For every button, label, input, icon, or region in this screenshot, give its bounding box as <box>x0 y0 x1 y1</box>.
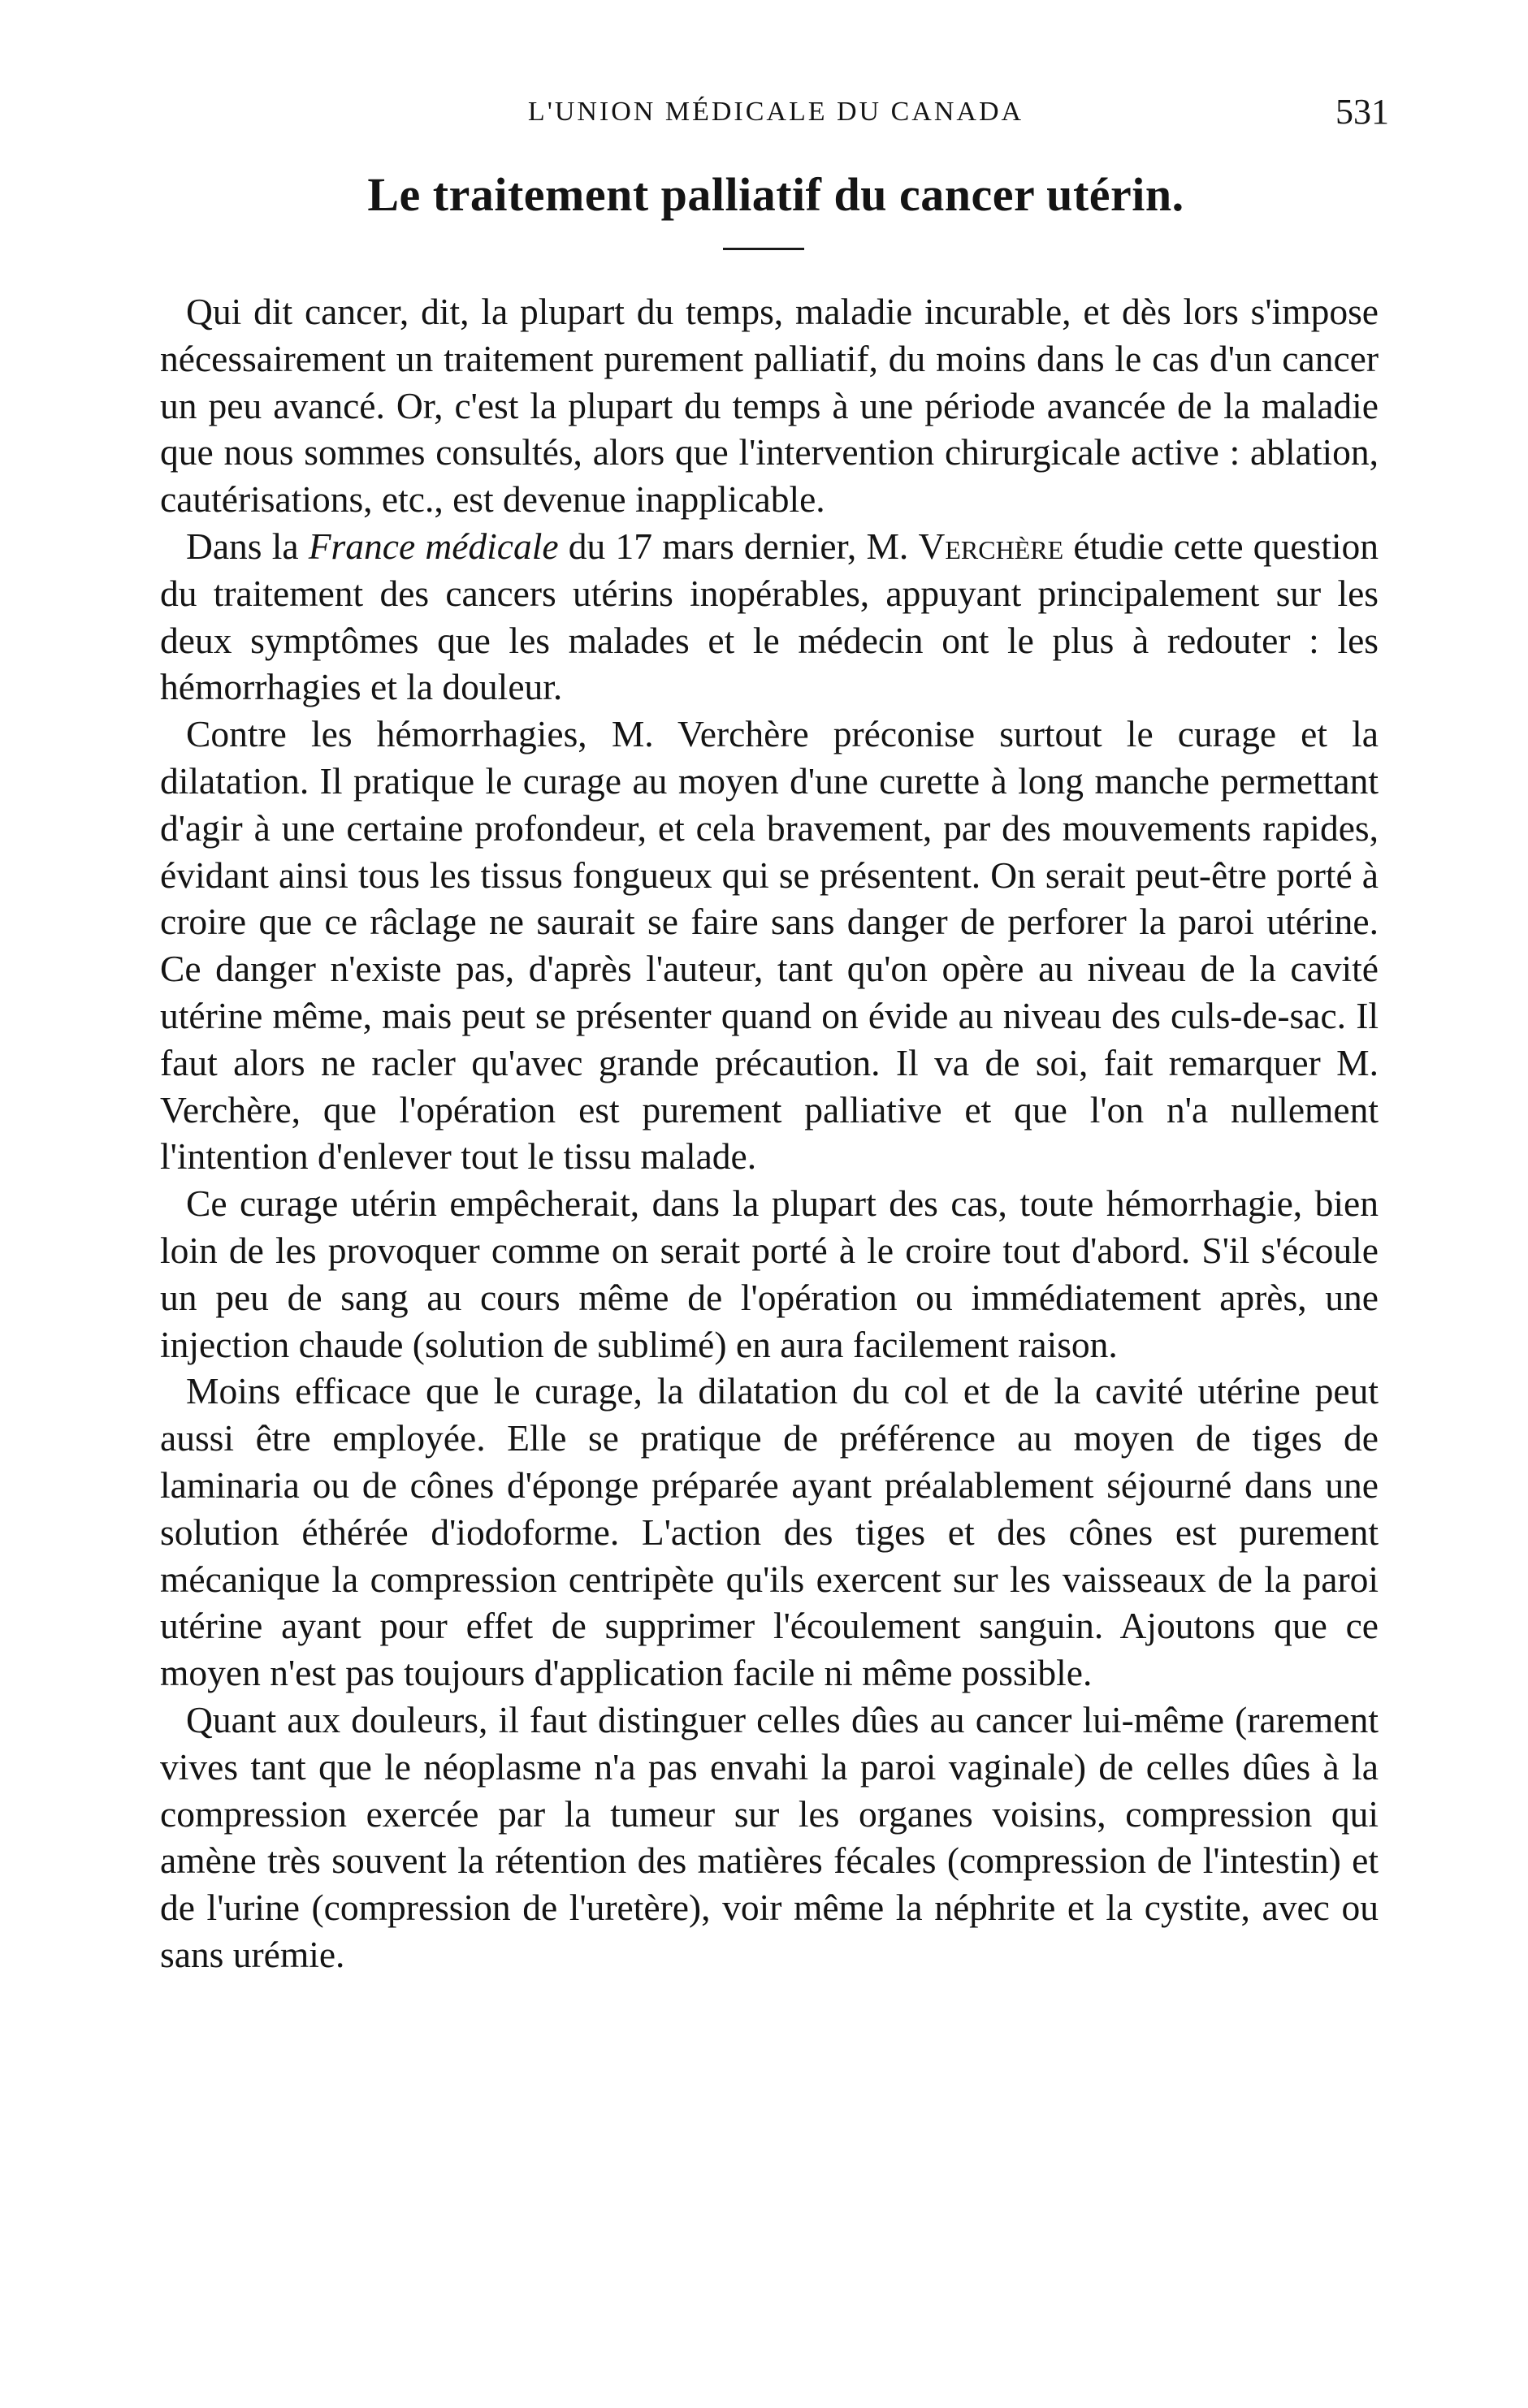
paragraph-text: étudie cette question du traitement des cancers utérins inopérables, appuyant principalement sur les deux symptômes que les malades et le médecin ont le plus à redouter : les hémorrhagies et la douleur. <box>160 525 1379 708</box>
paragraph-text: du 17 mars dernier, M. <box>558 525 919 567</box>
paragraph: Moins efficace que le curage, la dilatation du col et de la cavité utérine peut aussi être employée. Elle se pratique de préférence au moyen de tiges de laminaria ou de cônes d'éponge préparée ayant préalablement séjourné dans une solution éthérée d'iodoforme. L'action des tiges et des cônes est purement mécanique la compression centripète qu'ils exercent sur les vaisseaux de la paroi utérine ayant pour effet de supprimer l'écoulement sanguin. Ajoutons que ce moyen n'est pas toujours d'application facile ni même possible. <box>160 1370 1379 1694</box>
journal-title: France médicale <box>308 525 559 567</box>
paragraph: Ce curage utérin empêcherait, dans la plupart des cas, toute hémorrhagie, bien loin de les provoquer comme on serait porté à le croire tout d'abord. S'il s'écoule un peu de sang au cours même de l'opération ou immédiatement après, une injection chaude (solution de sublimé) en aura facilement raison. <box>160 1182 1379 1365</box>
article-title: Le traitement palliatif du cancer utérin. <box>367 168 1184 221</box>
running-head <box>162 88 1389 136</box>
title-divider <box>723 248 804 250</box>
paragraph: Qui dit cancer, dit, la plupart du temps, maladie incurable, et dès lors s'impose nécessairement un traitement purement palliatif, du moins dans le cas d'un cancer un peu avancé. Or, c'est la plupart du temps à une période avancée de la maladie que nous sommes consultés, alors que l'intervention chirurgicale active : ablation, cautérisations, etc., est devenue inapplicable. <box>160 291 1379 521</box>
paragraph-text: Dans la <box>186 525 309 567</box>
author-name: Verchère <box>918 525 1064 567</box>
article-body <box>160 288 1379 1978</box>
paragraph: Contre les hémorrhagies, M. Verchère préconise surtout le curage et la dilatation. Il pratique le curage au moyen d'une curette à long manche permettant d'agir à une certaine profondeur, et cela bravement, par des mouvements rapides, évidant ainsi tous les tissus fongueux qui se présentent. On serait peut-être porté à croire que ce râclage ne saurait se faire sans danger de perforer la paroi utérine. Ce danger n'existe pas, d'après l'auteur, tant qu'on opère au niveau de la cavité utérine même, mais peut se présenter quand on évide au niveau des culs-de-sac. Il faut alors ne racler qu'avec grande précaution. Il va de soi, fait remarquer M. Verchère, que l'opération est purement palliative et que l'on n'a nullement l'intention d'enlever tout le tissu malade. <box>160 713 1379 1178</box>
paragraph <box>160 523 1379 711</box>
page-number: 531 <box>1335 92 1389 132</box>
running-title: L'UNION MÉDICALE DU CANADA <box>527 97 1024 127</box>
paragraph: Quant aux douleurs, il faut distinguer celles dûes au cancer lui-même (rarement vives tant que le néoplasme n'a pas envahi la paroi vaginale) de celles dûes à la compression exercée par la tumeur sur les organes voisins, compression qui amène très souvent la rétention des matières fécales (compression de l'intestin) et de l'urine (compression de l'uretère), voir même la néphrite et la cystite, avec ou sans urémie. <box>160 1698 1379 1975</box>
